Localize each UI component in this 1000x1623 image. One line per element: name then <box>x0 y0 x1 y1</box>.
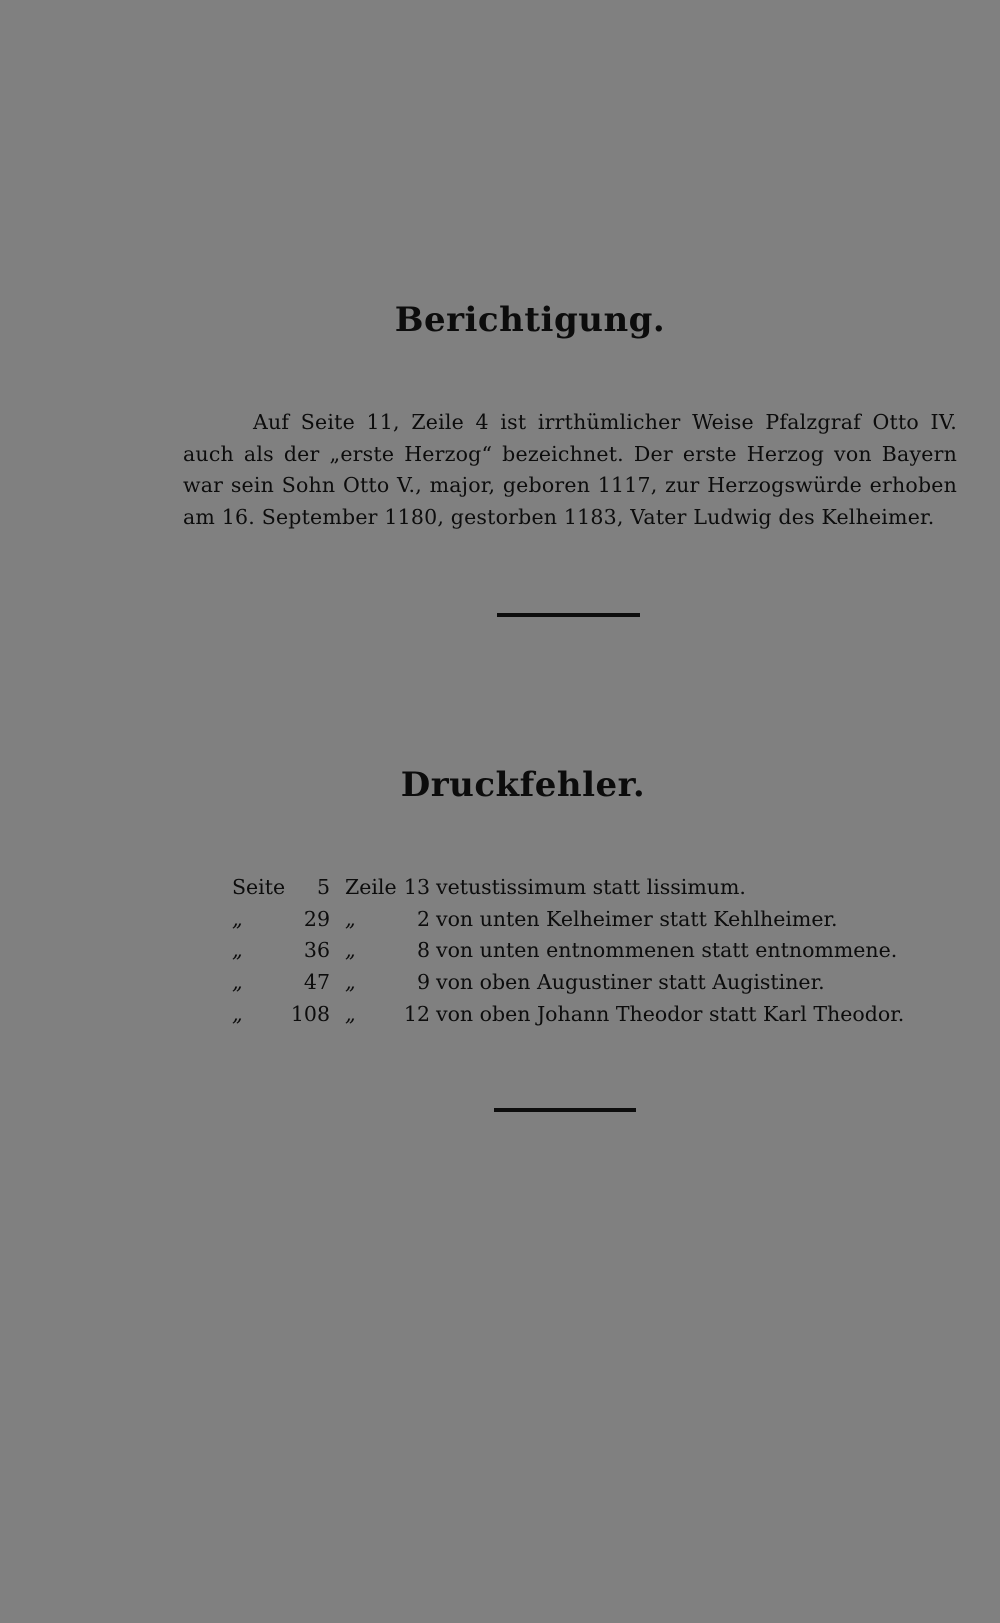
errata-text: von oben Johann Theodor statt Karl Theodor. <box>436 1001 905 1026</box>
correction-line: war sein Sohn Otto V., major, geboren 1117, zur Herzogswürde erhoben <box>183 473 957 498</box>
line-number: 9 <box>416 970 430 995</box>
line-number: 12 <box>403 1001 430 1026</box>
correction-line: Auf Seite 11, Zeile 4 ist irrthümlicher Weise Pfalzgraf Otto IV. <box>253 410 957 434</box>
errata-text: von unten entnommenen statt entnommene. <box>436 938 898 963</box>
ditto-mark: „ <box>345 970 356 995</box>
correction-line: am 16. September 1180, gestorben 1183, Vater Ludwig des Kelheimer. <box>183 505 935 530</box>
correction-heading: Berichtigung. <box>394 300 666 340</box>
errata-row <box>0 904 1000 936</box>
errata-row <box>0 967 1000 999</box>
ditto-mark: „ <box>345 938 356 963</box>
page-number: 108 <box>290 1001 330 1026</box>
page-number: 36 <box>303 938 330 963</box>
correction-paragraph <box>183 407 957 534</box>
page-number: 47 <box>303 970 330 995</box>
ditto-mark: „ <box>232 906 243 931</box>
errata-heading: Druckfehler. <box>400 765 646 805</box>
errata-row <box>0 999 1000 1031</box>
ditto-mark: „ <box>232 938 243 963</box>
page-number: 5 <box>316 875 330 899</box>
errata-row <box>0 935 1000 967</box>
section-divider <box>497 613 640 617</box>
ditto-mark: „ <box>345 1001 356 1026</box>
line-number: 2 <box>416 906 430 931</box>
ditto-mark: „ <box>232 1001 243 1026</box>
errata-text: von unten Kelheimer statt Kehlheimer. <box>436 906 838 931</box>
section-divider <box>494 1108 636 1112</box>
page-label: Seite <box>232 875 286 899</box>
correction-line: auch als der „erste Herzog“ bezeichnet. Der erste Herzog von Bayern <box>183 441 957 466</box>
line-number: 8 <box>416 938 430 963</box>
page-number: 29 <box>303 906 330 931</box>
errata-list <box>0 872 1000 1030</box>
ditto-mark: „ <box>232 970 243 995</box>
errata-text: von oben Augustiner statt Augistiner. <box>436 970 825 995</box>
errata-text: vetustissimum statt lissimum. <box>436 875 746 899</box>
line-label: Zeile <box>345 875 397 899</box>
ditto-mark: „ <box>345 906 356 931</box>
line-number: 13 <box>403 875 430 899</box>
errata-row <box>0 872 1000 904</box>
